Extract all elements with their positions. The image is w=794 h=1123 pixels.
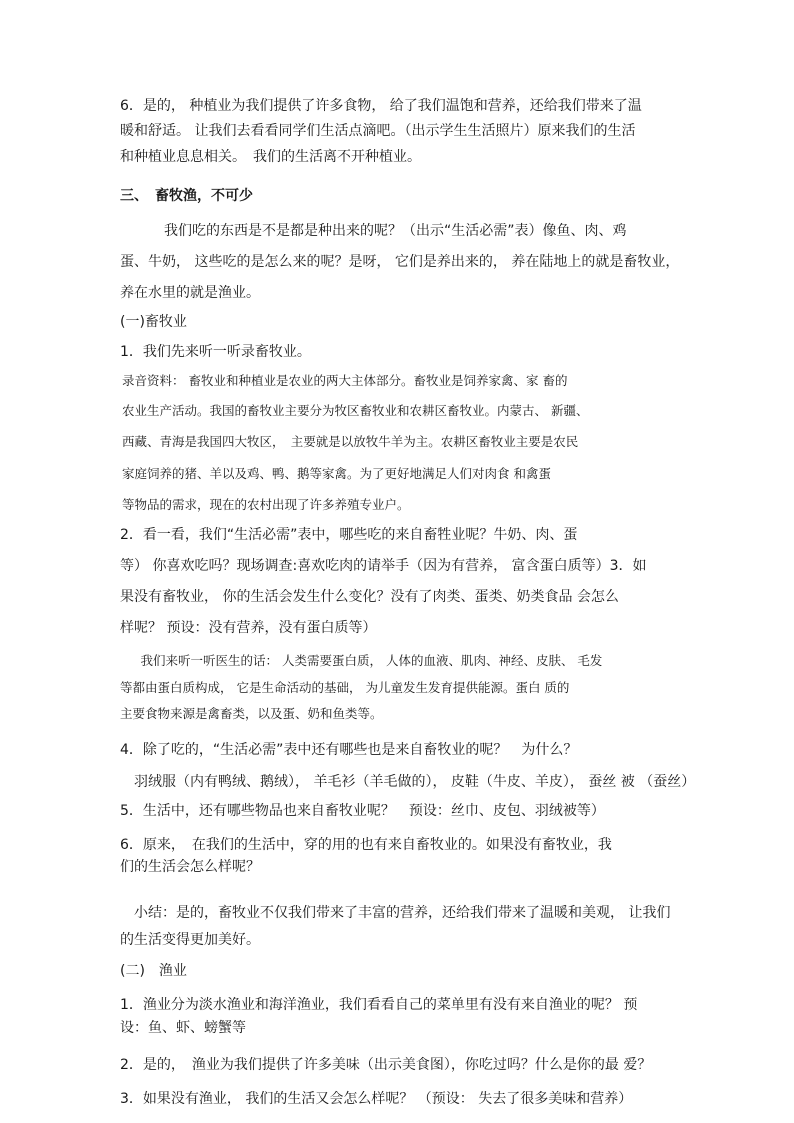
paragraph-line: 等） 你喜欢吃吗？现场调查:喜欢吃肉的请举手（因为有营养， 富含蛋白质等）3．如 xyxy=(120,558,647,574)
recording-line: 西藏、青海是我国四大牧区， 主要就是以放牧牛羊为主。农耕区畜牧业主要是农民 xyxy=(122,434,579,449)
subsection-heading: (二) 渔业 xyxy=(120,963,187,979)
doctor-quote-line: 主要食物来源是禽畜类，以及蛋、奶和鱼类等。 xyxy=(120,706,383,721)
paragraph-line: 2．是的， 渔业为我们提供了许多美味（出示美食图），你吃过吗？什么是你的最 爱？ xyxy=(120,1057,652,1073)
paragraph-line: 样呢？ 预设：没有营养，没有蛋白质等） xyxy=(120,620,377,636)
summary-line: 的生活变得更加美好。 xyxy=(120,932,260,948)
doctor-quote-line: 我们来听一听医生的话： 人类需要蛋白质， 人体的血液、肌肉、神经、皮肤、 毛发 xyxy=(128,653,603,668)
subsection-heading: (一)畜牧业 xyxy=(120,314,187,330)
paragraph-line: 我们吃的东西是不是都是种出来的呢？（出示“生活必需”表）像鱼、肉、鸡 xyxy=(150,223,627,239)
paragraph-line: 3．如果没有渔业， 我们的生活又会怎么样呢？ （预设： 失去了很多美味和营养） xyxy=(120,1091,633,1107)
paragraph-line: 蛋、牛奶， 这些吃的是怎么来的呢？是呀， 它们是养出来的， 养在陆地上的就是畜牧业， xyxy=(120,254,680,270)
paragraph-line: 和种植业息息相关。 我们的生活离不开种植业。 xyxy=(120,149,421,165)
paragraph-line: 设：鱼、虾、螃蟹等 xyxy=(120,1020,246,1036)
paragraph-line: 1．我们先来听一听录畜牧业。 xyxy=(120,344,311,360)
paragraph-line: 4．除了吃的，“生活必需”表中还有哪些也是来自畜牧业的呢？ 为什么？ xyxy=(120,742,578,758)
paragraph-line: 养在水里的就是渔业。 xyxy=(120,285,260,301)
summary-line: 小结：是的，畜牧业不仅我们带来了丰富的营养，还给我们带来了温暖和美观， 让我们 xyxy=(120,905,671,921)
section-heading: 三、 畜牧渔，不可少 xyxy=(120,188,253,204)
paragraph-line: 果没有畜牧业， 你的生活会发生什么变化？没有了肉类、蛋类、奶类食品 会怎么 xyxy=(120,589,619,605)
paragraph-line: 2．看一看，我们“生活必需”表中，哪些吃的来自畜牲业呢？牛奶、肉、蛋 xyxy=(120,527,578,543)
recording-line: 录音资料： 畜牧业和种植业是农业的两大主体部分。畜牧业是饲养家禽、家 畜的 xyxy=(122,373,568,388)
recording-line: 农业生产活动。我国的畜牧业主要分为牧区畜牧业和农耕区畜牧业。内蒙古、 新疆、 xyxy=(122,403,589,418)
recording-line: 等物品的需求，现在的农村出现了许多养殖专业户。 xyxy=(122,497,410,512)
paragraph-line: 暖和舒适。 让我们去看看同学们生活点滴吧。（出示学生生活照片）原来我们的生活 xyxy=(120,123,636,139)
paragraph-line: 羽绒服（内有鸭绒、鹅绒）， 羊毛衫（羊毛做的）， 皮鞋（牛皮、羊皮）， 蚕丝 被 （蚕丝） xyxy=(120,774,696,790)
recording-line: 家庭饲养的猪、羊以及鸡、鸭、鹅等家禽。为了更好地满足人们对肉食 和禽蛋 xyxy=(122,466,551,481)
paragraph-line: 5．生活中，还有哪些物品也来自畜牧业呢？ 预设：丝巾、皮包、羽绒被等） xyxy=(120,803,605,819)
doctor-quote-line: 等都由蛋白质构成， 它是生命活动的基础， 为儿童发生发育提供能源。蛋白 质的 xyxy=(120,680,570,695)
paragraph-line: 6．原来， 在我们的生活中，穿的用的也有来自畜牧业的。如果没有畜牧业，我 xyxy=(120,837,612,853)
paragraph-line: 6．是的， 种植业为我们提供了许多食物， 给了我们温饱和营养，还给我们带来了温 xyxy=(120,98,642,114)
paragraph-line: 1．渔业分为淡水渔业和海洋渔业，我们看看自己的菜单里有没有来自渔业的呢？ 预 xyxy=(120,997,638,1013)
paragraph-line: 们的生活会怎么样呢？ xyxy=(120,859,260,875)
